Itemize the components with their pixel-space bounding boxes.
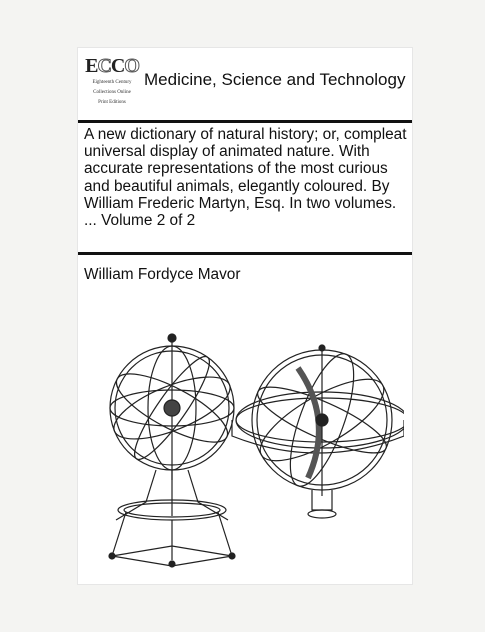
left-armillary-sphere bbox=[106, 334, 237, 567]
book-author: William Fordyce Mavor bbox=[84, 266, 241, 283]
ecco-logo-line: Print Editions bbox=[98, 100, 126, 105]
ecco-logo-line: Collections Online bbox=[93, 90, 131, 95]
series-header bbox=[78, 48, 412, 120]
ecco-logo-mark: ECCO bbox=[85, 55, 139, 77]
right-armillary-sphere bbox=[232, 345, 404, 518]
book-title: A new dictionary of natural history; or, compleat universal display of animated nature. With accurate representations of the most curious and beautiful animals, elegantly coloured. By William Frederic Martyn, Esq. In two volumes. ... Volume 2 of 2 bbox=[84, 126, 407, 230]
ecco-logo-line: Eighteenth Century bbox=[92, 80, 132, 85]
divider bbox=[78, 120, 412, 123]
divider bbox=[78, 252, 412, 255]
series-title: Medicine, Science and Technology bbox=[144, 70, 406, 89]
ecco-logo bbox=[84, 54, 140, 114]
armillary-spheres-icon bbox=[86, 320, 404, 576]
book-cover bbox=[78, 48, 412, 584]
